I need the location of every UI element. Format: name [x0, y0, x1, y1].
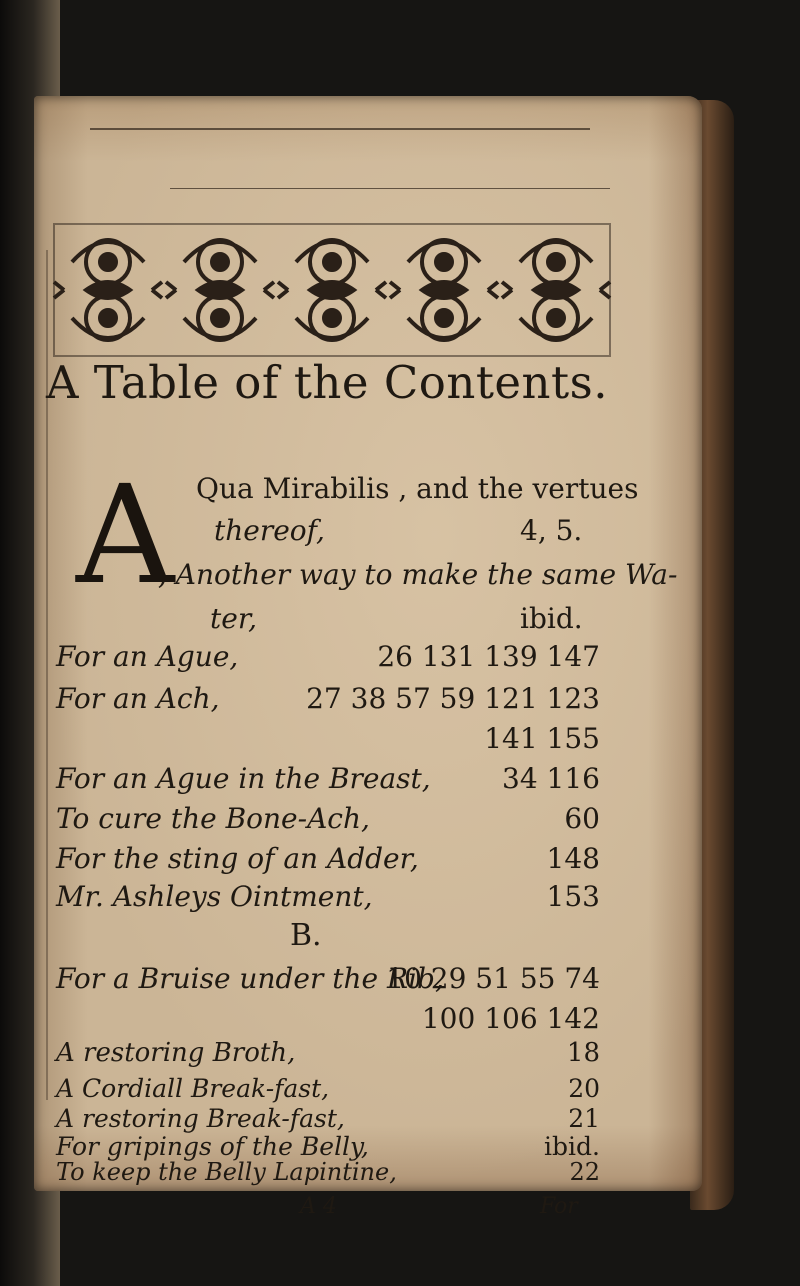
intro-line-2-pages: 4, 5.	[520, 514, 583, 547]
intro-line-3: , Another way to make the same Wa-	[158, 558, 678, 591]
entry-text: For an Ach,	[56, 682, 220, 715]
entry-pages: 20	[568, 1074, 600, 1103]
entry-pages: 148	[546, 842, 600, 875]
top-rule-faint	[170, 188, 610, 189]
list-item	[56, 1038, 600, 1068]
page-title: A Table of the Contents.	[46, 356, 609, 409]
entry-pages: 18	[566, 1038, 600, 1068]
entry-pages: 10 29 51 55 74	[386, 962, 600, 995]
entry-pages: 100 106 142	[421, 1002, 600, 1035]
intro-line-4-pages: ibid.	[520, 602, 583, 635]
entry-pages: 26 131 139 147	[377, 640, 600, 673]
entry-pages: ibid.	[544, 1132, 600, 1161]
entry-text: Mr. Ashleys Ointment,	[56, 880, 373, 913]
entry-text: For an Ague in the Breast,	[56, 762, 431, 795]
list-item	[56, 1002, 600, 1038]
entry-pages: 60	[564, 802, 600, 835]
signature-mark: A 4	[300, 1194, 337, 1219]
entry-pages: 141 155	[484, 722, 600, 755]
list-item	[56, 762, 600, 798]
entry-text: For gripings of the Belly,	[56, 1132, 369, 1161]
entry-text: A restoring Broth,	[56, 1038, 296, 1068]
catchword: For	[540, 1194, 578, 1219]
list-item	[56, 842, 600, 878]
entry-text: For an Ague,	[56, 640, 239, 673]
list-item	[56, 1074, 600, 1102]
section-letter: B.	[290, 918, 322, 953]
intro-line-2-text: thereof,	[214, 514, 325, 547]
list-item	[56, 1158, 600, 1186]
entry-pages: 27 38 57 59 121 123	[306, 682, 600, 715]
entry-text: A restoring Break-fast,	[56, 1104, 345, 1133]
entry-text: To cure the Bone-Ach,	[56, 802, 370, 835]
list-item	[56, 1132, 600, 1160]
entry-text: For a Bruise under the Rib,	[56, 962, 444, 995]
ornamental-headpiece-icon	[52, 222, 612, 358]
list-item	[56, 682, 600, 718]
intro-line-4-text: ter,	[210, 602, 258, 635]
entry-pages: 22	[569, 1158, 600, 1186]
list-item	[56, 1104, 600, 1132]
list-item	[56, 880, 600, 916]
entry-text: A Cordiall Break-fast,	[56, 1074, 330, 1103]
top-rule	[90, 128, 590, 130]
list-item	[56, 962, 600, 998]
entry-text: To keep the Belly Lapintine,	[56, 1158, 397, 1186]
drop-cap: A	[76, 457, 175, 615]
list-item	[56, 640, 600, 676]
list-item	[56, 802, 600, 838]
entry-text: For the sting of an Adder,	[56, 842, 419, 875]
entry-pages: 34 116	[502, 762, 600, 795]
entry-pages: 21	[568, 1104, 600, 1133]
intro-line-1: Qua Mirabilis , and the vertues	[196, 472, 639, 505]
list-item	[56, 722, 600, 758]
entry-pages: 153	[546, 880, 600, 913]
